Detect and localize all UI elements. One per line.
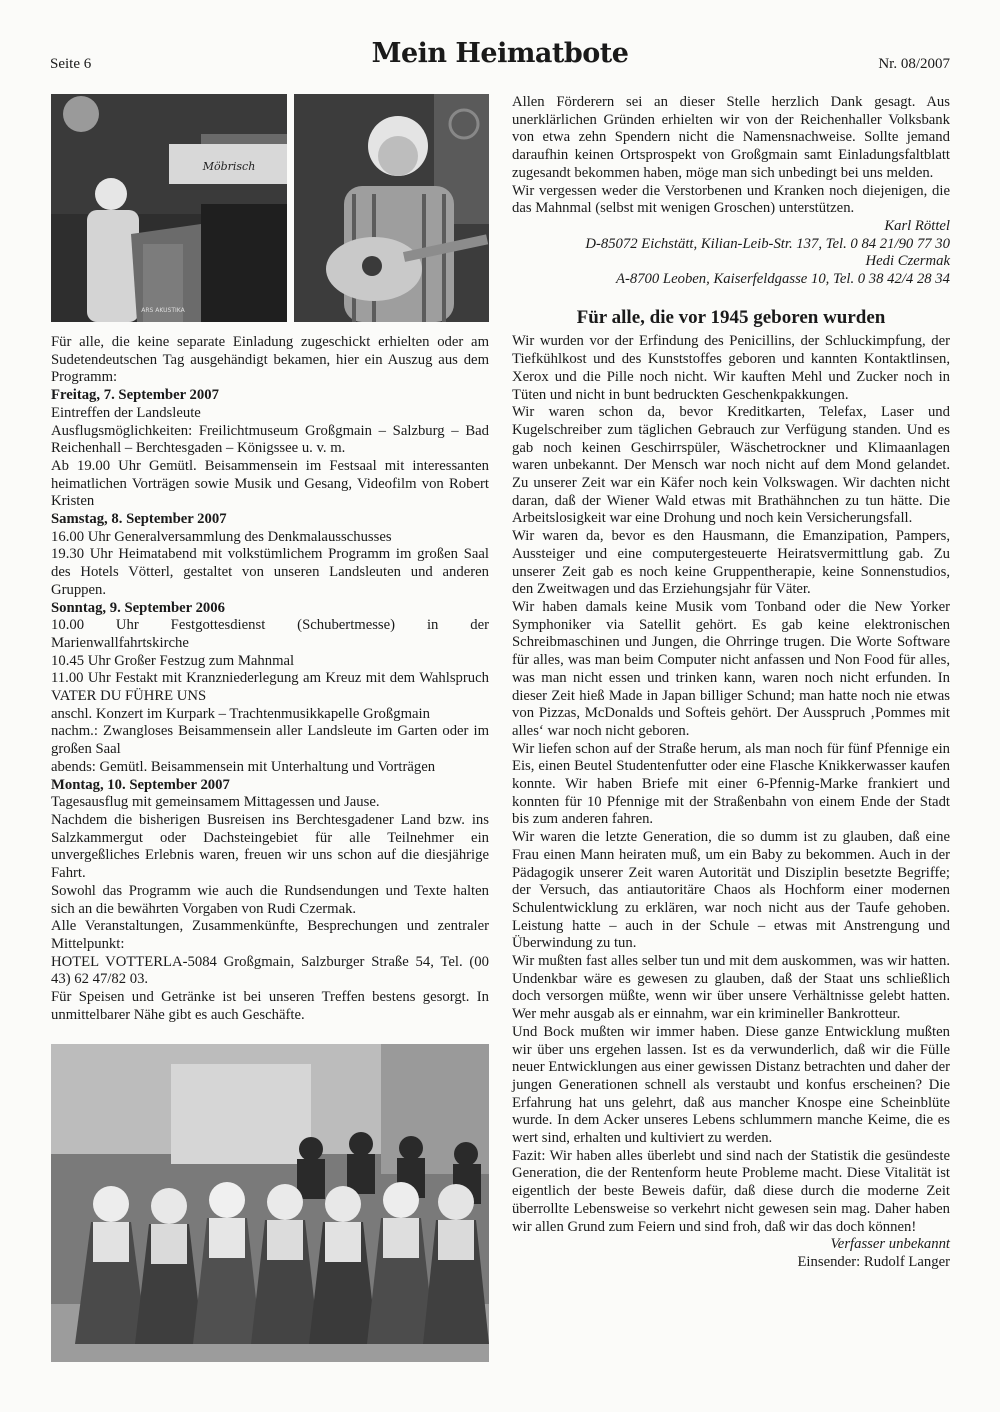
article-paragraph: Wir liefen schon auf der Straße herum, als man noch für fünf Pfennige ein Eis, einen Beutel Studentenfutter oder eine Flasche Knikkerwasser kaufen konnte. Wir haben Briefe mit einer 6-Pfennig-Marke frankiert und konnten für 10 Pfennige mit der Straßenbahn von einem Ende der Stadt bis zum anderen fahren. (512, 740, 950, 828)
right-column (512, 94, 950, 1272)
thanks-paragraph: Allen Förderern sei an dieser Stelle herzlich Dank gesagt. Aus unerklärlichen Gründen erhielten wir von der Reichenhaller Volksbank von etwa zehn Spendern nicht die Namensnachweise. Sollte jemand daraufhin keinen Ortsprospekt von Großgmain samt Einladungsfaltblatt zugesandt bekommen haben, möge man sich unbedingt bei uns melden. (512, 94, 950, 181)
paragraph: Sowohl das Programm wie auch die Rundsendungen und Texte halten sich an die bewährten Vorgaben von Rudi Czermak. (51, 882, 489, 917)
hotel-address: HOTEL VOTTERLA-5084 Großgmain, Salzburger Straße 54, Tel. (00 43) 62 47/82 03. (51, 953, 489, 988)
friday-item: Ab 19.00 Uhr Gemütl. Beisammensein im Festsaal mit interessanten heimatlichen Vorträgen sowie Musik und Gesang, Videofilm von Robert Kristen (51, 457, 489, 510)
program-intro: Für alle, die keine separate Einladung zugeschickt erhielten oder am Sudetendeutschen Tag ausgehändigt bekamen, hier ein Auszug aus dem Programm: (51, 334, 489, 386)
paragraph: Nachdem die bisherigen Busreisen ins Berchtesgadener Land bzw. ins Salzkammergut oder Dachsteingebiet für alle Teilnehmer ein unvergeßliches Erlebnis waren, freuen wir uns schon auf die diesjährige Fahrt. (51, 811, 489, 882)
friday-item: Ausflugsmöglichkeiten: Freilichtmuseum Großgmain – Salzburg – Bad Reichenhall – Berchtesgaden – Königssee u. v. m. (51, 422, 489, 457)
article-paragraph: Wir wurden vor der Erfindung des Penicillins, der Schluckimpfung, der Tiefkühlkost und des Kunststoffes geboren und kannten Kontaktlinsen, Xerox und die Pille noch nicht. Wir kauften Mehl und Zucker noch in Tüten und nicht in bunt bedruckten Geschenkpakkungen. (512, 333, 950, 403)
article-paragraph: Wir waren schon da, bevor Kreditkarten, Telefax, Laser und Kugelschreiber zum täglichen Gebrauch zur Verfügung standen. Und es gab noch keinen Geschirrspüler, Wäschetrockner und Klimaanlagen waren unbekannt. Der Mensch war noch nicht auf dem Mond gelandet. Zu unserer Zeit war ein Käfer noch kein Volkswagen. Wir dachten nicht daran, daß der Wiener Wald etwas mit Brathähnchen zu tun hätte. Die Arbeitslosigkeit war eine Drohung und noch kein Versicherungsfall. (512, 404, 950, 527)
sunday-item: 10.45 Uhr Großer Festzug zum Mahnmal (51, 652, 295, 669)
article-paragraph: Wir mußten fast alles selber tun und mit dem auskommen, was wir hatten. Undenkbar wäre es gewesen zu glauben, daß der Staat uns schließlich doch versorgen müßte, wenn wir über unsere Verhältnisse gelebt hatten. Wer mehr ausgab als er einnahm, war ein krimineller Bankrotteur. (512, 953, 950, 1023)
sunday-item: 11.00 Uhr Festakt mit Kranzniederlegung am Kreuz mit dem Wahlspruch VATER DU FÜHRE UNS (51, 670, 489, 705)
saturday-item: 16.00 Uhr Generalversammlung des Denkmalausschusses (51, 528, 392, 545)
article-paragraph: Wir waren da, bevor es den Hausmann, die Emanzipation, Pampers, Aussteiger und eine computergesteuerte Heiratsvermittlung gab. Zu unserer Zeit gab es noch keine Gruppentherapie, keine Sonnenstudios, den Zweitwagen und das Erziehungsjahr für Väter. (512, 528, 950, 598)
article-paragraph: Und Bock mußten wir immer haben. Diese ganze Entwicklung mußten wir über uns ergehen lassen. Ist es da verwunderlich, daß wir die Fülle neuer Entwicklungen aus einer gewissen Distanz betrachten und daher der jungen Generationen schnell als verstaubt und konfus erscheinen? Die Erfahrung hat uns gelehrt, daß aus mancher Knospe eine Scheinblüte wurde. In dem Acker unseres Lebens schlummern manche Keime, die es wert sind, erhalten und kultiviert zu werden. (512, 1023, 950, 1147)
remember-paragraph: Wir vergessen weder die Verstorbenen und Kranken noch diejenigen, die das Mahnmal (selbst mit wenigen Groschen) unterstützen. (512, 182, 950, 217)
left-column (51, 334, 489, 1024)
article-title: Für alle, die vor 1945 geboren wurden (576, 306, 886, 328)
monday-heading: Montag, 10. September 2007 (51, 776, 230, 793)
issue-number: Nr. 08/2007 (878, 56, 950, 72)
article-author: Verfasser unbekannt (830, 1236, 950, 1253)
friday-item: Eintreffen der Landsleute (51, 404, 201, 421)
article-paragraph: Wir haben damals keine Musik vom Tonband oder die New Yorker Symphoniker via Satellit gehört. Es gab keine elektronischen Schreibmaschinen und Jungen, die Ohrringe trugen. Die Worte Software für alles, was man beim Computer nicht anfassen und Non Food für alles, was man nicht essen und trinken kann, waren noch nicht erfunden. In dieser Zeit hieß Made in Japan billiger Schund; man hatte noch nie etwas von Pizzas, McDonalds und Softeis gehört. Der Ausspruch ‚Pommes mit alles‘ war noch nicht geboren. (512, 598, 950, 739)
paragraph: Für Speisen und Getränke ist bei unseren Treffen bestens gesorgt. In unmittelbarer Nähe gibt es auch Geschäfte. (51, 989, 489, 1023)
saturday-item: 19.30 Uhr Heimatabend mit volkstümlichem Programm im großen Saal des Hotels Vötterl, gestaltet von unseren Landsleuten und anderen Gruppen. (51, 546, 489, 598)
article-sender: Einsender: Rudolf Langer (797, 1254, 950, 1270)
sunday-item: nachm.: Zwangloses Beisammensein aller Landsleute im Garten oder im großen Saal (51, 723, 489, 758)
masthead-title: Mein Heimatbote (371, 38, 629, 69)
signature-name: Hedi Czermak (865, 253, 950, 270)
signature-address: D-85072 Eichstätt, Kilian-Leib-Str. 137, Tel. 0 84 21/90 77 30 (585, 235, 950, 252)
friday-heading: Freitag, 7. September 2007 (51, 387, 219, 404)
photo-group-costumes (51, 1044, 489, 1362)
saturday-heading: Samstag, 8. September 2007 (51, 511, 227, 528)
sunday-item: 10.00 Uhr Festgottesdienst (Schubertmesse) in der Marienwallfahrtskirche (51, 617, 489, 651)
sunday-item: abends: Gemütl. Beisammensein mit Unterhaltung und Vorträgen (51, 758, 436, 775)
article-paragraph: Fazit: Wir haben alles überlebt und sind nach der Statistik die gesündeste Generation, die der Rentenform heute Probleme macht. Diese Vitalität ist eigentlich der beste Beweis dafür, daß diese durch die moderne Zeit überrollte Lebensweise so verkehrt nicht gewesen sein mag. Daher haben wir allen Grund zum Feiern und sind froh, daß wir das doch können! (512, 1147, 950, 1235)
lectern-brand: ARS AKUSTIKA (141, 307, 185, 314)
photo-guitarist (294, 94, 489, 322)
signature-address: A-8700 Leoben, Kaiserfeldgasse 10, Tel. 0 38 42/4 28 34 (616, 271, 950, 288)
signature-name: Karl Röttel (884, 217, 950, 234)
monday-item: Tagesausflug mit gemeinsamem Mittagessen und Jause. (51, 794, 380, 811)
page-number: Seite 6 (50, 56, 92, 72)
paragraph: Alle Veranstaltungen, Zusammenkünfte, Besprechungen und zentraler Mittelpunkt: (51, 918, 489, 952)
speaker-sign: Möbrisch (202, 160, 256, 173)
photo-speaker (51, 94, 287, 322)
article-paragraph: Wir waren die letzte Generation, die so dumm ist zu glauben, daß eine Frau einen Mann heiraten muß, um ein Baby zu bekommen. Auch in der Pädagogik unserer Zeit waren Autorität und Disziplin besetzte Begriffe; der Versuch, das antiautoritäre Chaos als Hochform einer modernen Schulentwicklung zu erklären, war noch nicht aus der Taufe gehoben. Leistung hatte – auch in der Schule – etwas mit Anstrengung und Überwindung zu tun. (512, 829, 950, 952)
sunday-heading: Sonntag, 9. September 2006 (51, 599, 225, 616)
sunday-item: anschl. Konzert im Kurpark – Trachtenmusikkapelle Großgmain (51, 705, 430, 722)
